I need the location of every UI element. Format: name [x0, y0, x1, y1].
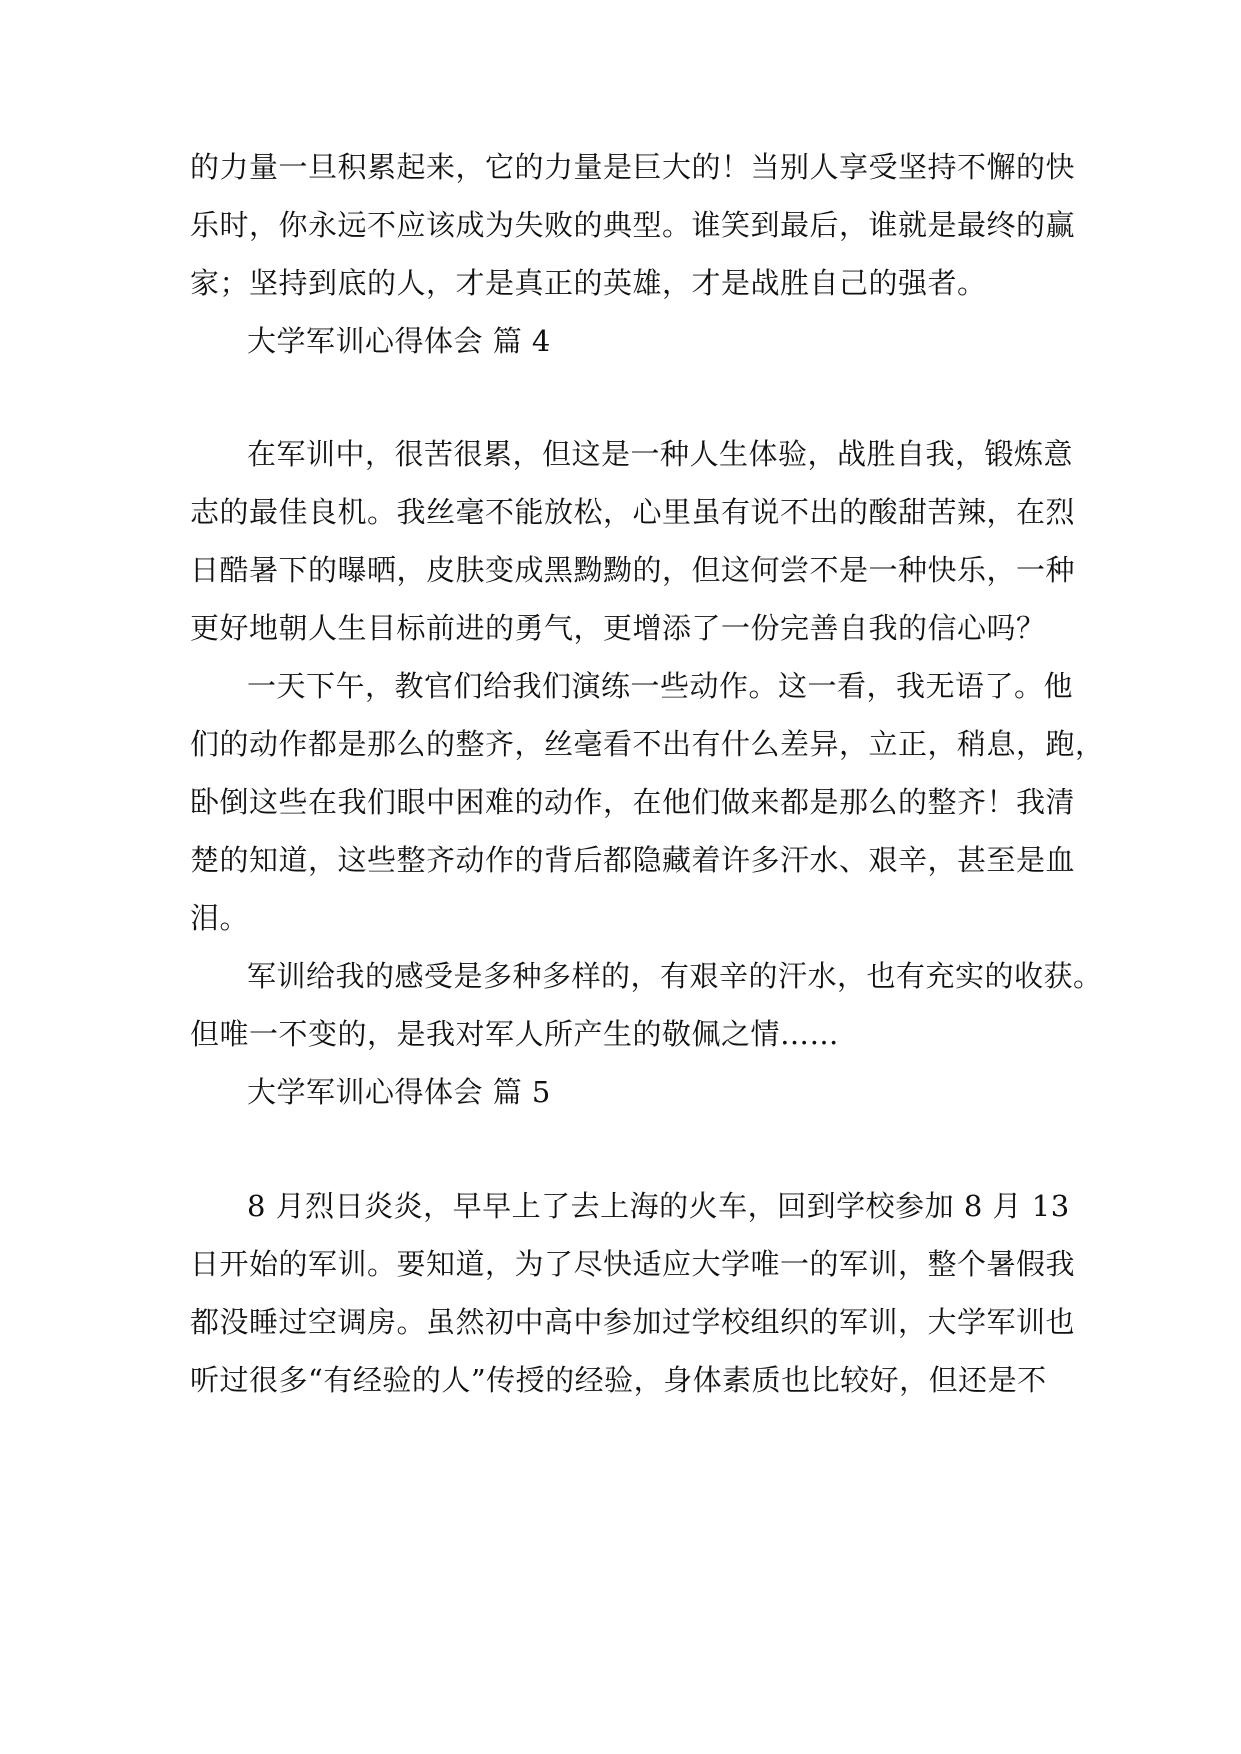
- paragraph-line: 日酷暑下的曝晒，皮肤变成黑黝黝的，但这何尝不是一种快乐，一种: [190, 553, 1076, 587]
- paragraph-line: 乐时，你永远不应该成为失败的典型。谁笑到最后，谁就是最终的赢: [190, 208, 1076, 242]
- paragraph-line: 8 月烈日炎炎，早早上了去上海的火车，回到学校参加 8 月 13: [247, 1189, 1070, 1223]
- paragraph-line: 的力量一旦积累起来，它的力量是巨大的！当别人享受坚持不懈的快: [190, 150, 1076, 184]
- paragraph-line: 们的动作都是那么的整齐，丝毫看不出有什么差异，立正，稍息，跑，: [190, 727, 1105, 761]
- paragraph-line: 在军训中，很苦很累，但这是一种人生体验，战胜自我，锻炼意: [247, 437, 1074, 471]
- paragraph-line: 听过很多“有经验的人”传授的经验，身体素质也比较好，但还是不: [190, 1363, 1047, 1397]
- paragraph-line: 日开始的军训。要知道，为了尽快适应大学唯一的军训，整个暑假我: [190, 1247, 1076, 1281]
- section-heading: 大学军训心得体会 篇 5: [247, 1075, 551, 1109]
- paragraph-line: 楚的知道，这些整齐动作的背后都隐藏着许多汗水、艰辛，甚至是血: [190, 843, 1076, 877]
- paragraph-line: 更好地朝人生目标前进的勇气，更增添了一份完善自我的信心吗？: [190, 611, 1046, 645]
- paragraph-line: 都没睡过空调房。虽然初中高中参加过学校组织的军训，大学军训也: [190, 1305, 1076, 1339]
- paragraph-line: 但唯一不变的，是我对军人所产生的敬佩之情……: [190, 1017, 840, 1051]
- section-heading: 大学军训心得体会 篇 4: [247, 324, 551, 358]
- paragraph-line: 一天下午，教官们给我们演练一些动作。这一看，我无语了。他: [247, 669, 1074, 703]
- paragraph-line: 家；坚持到底的人，才是真正的英雄，才是战胜自己的强者。: [190, 266, 987, 300]
- paragraph-line: 卧倒这些在我们眼中困难的动作，在他们做来都是那么的整齐！我清: [190, 785, 1076, 819]
- paragraph-line: 泪。: [190, 901, 250, 935]
- paragraph-line: 志的最佳良机。我丝毫不能放松，心里虽有说不出的酸甜苦辣，在烈: [190, 495, 1076, 529]
- paragraph-line: 军训给我的感受是多种多样的，有艰辛的汗水，也有充实的收获。: [247, 959, 1103, 993]
